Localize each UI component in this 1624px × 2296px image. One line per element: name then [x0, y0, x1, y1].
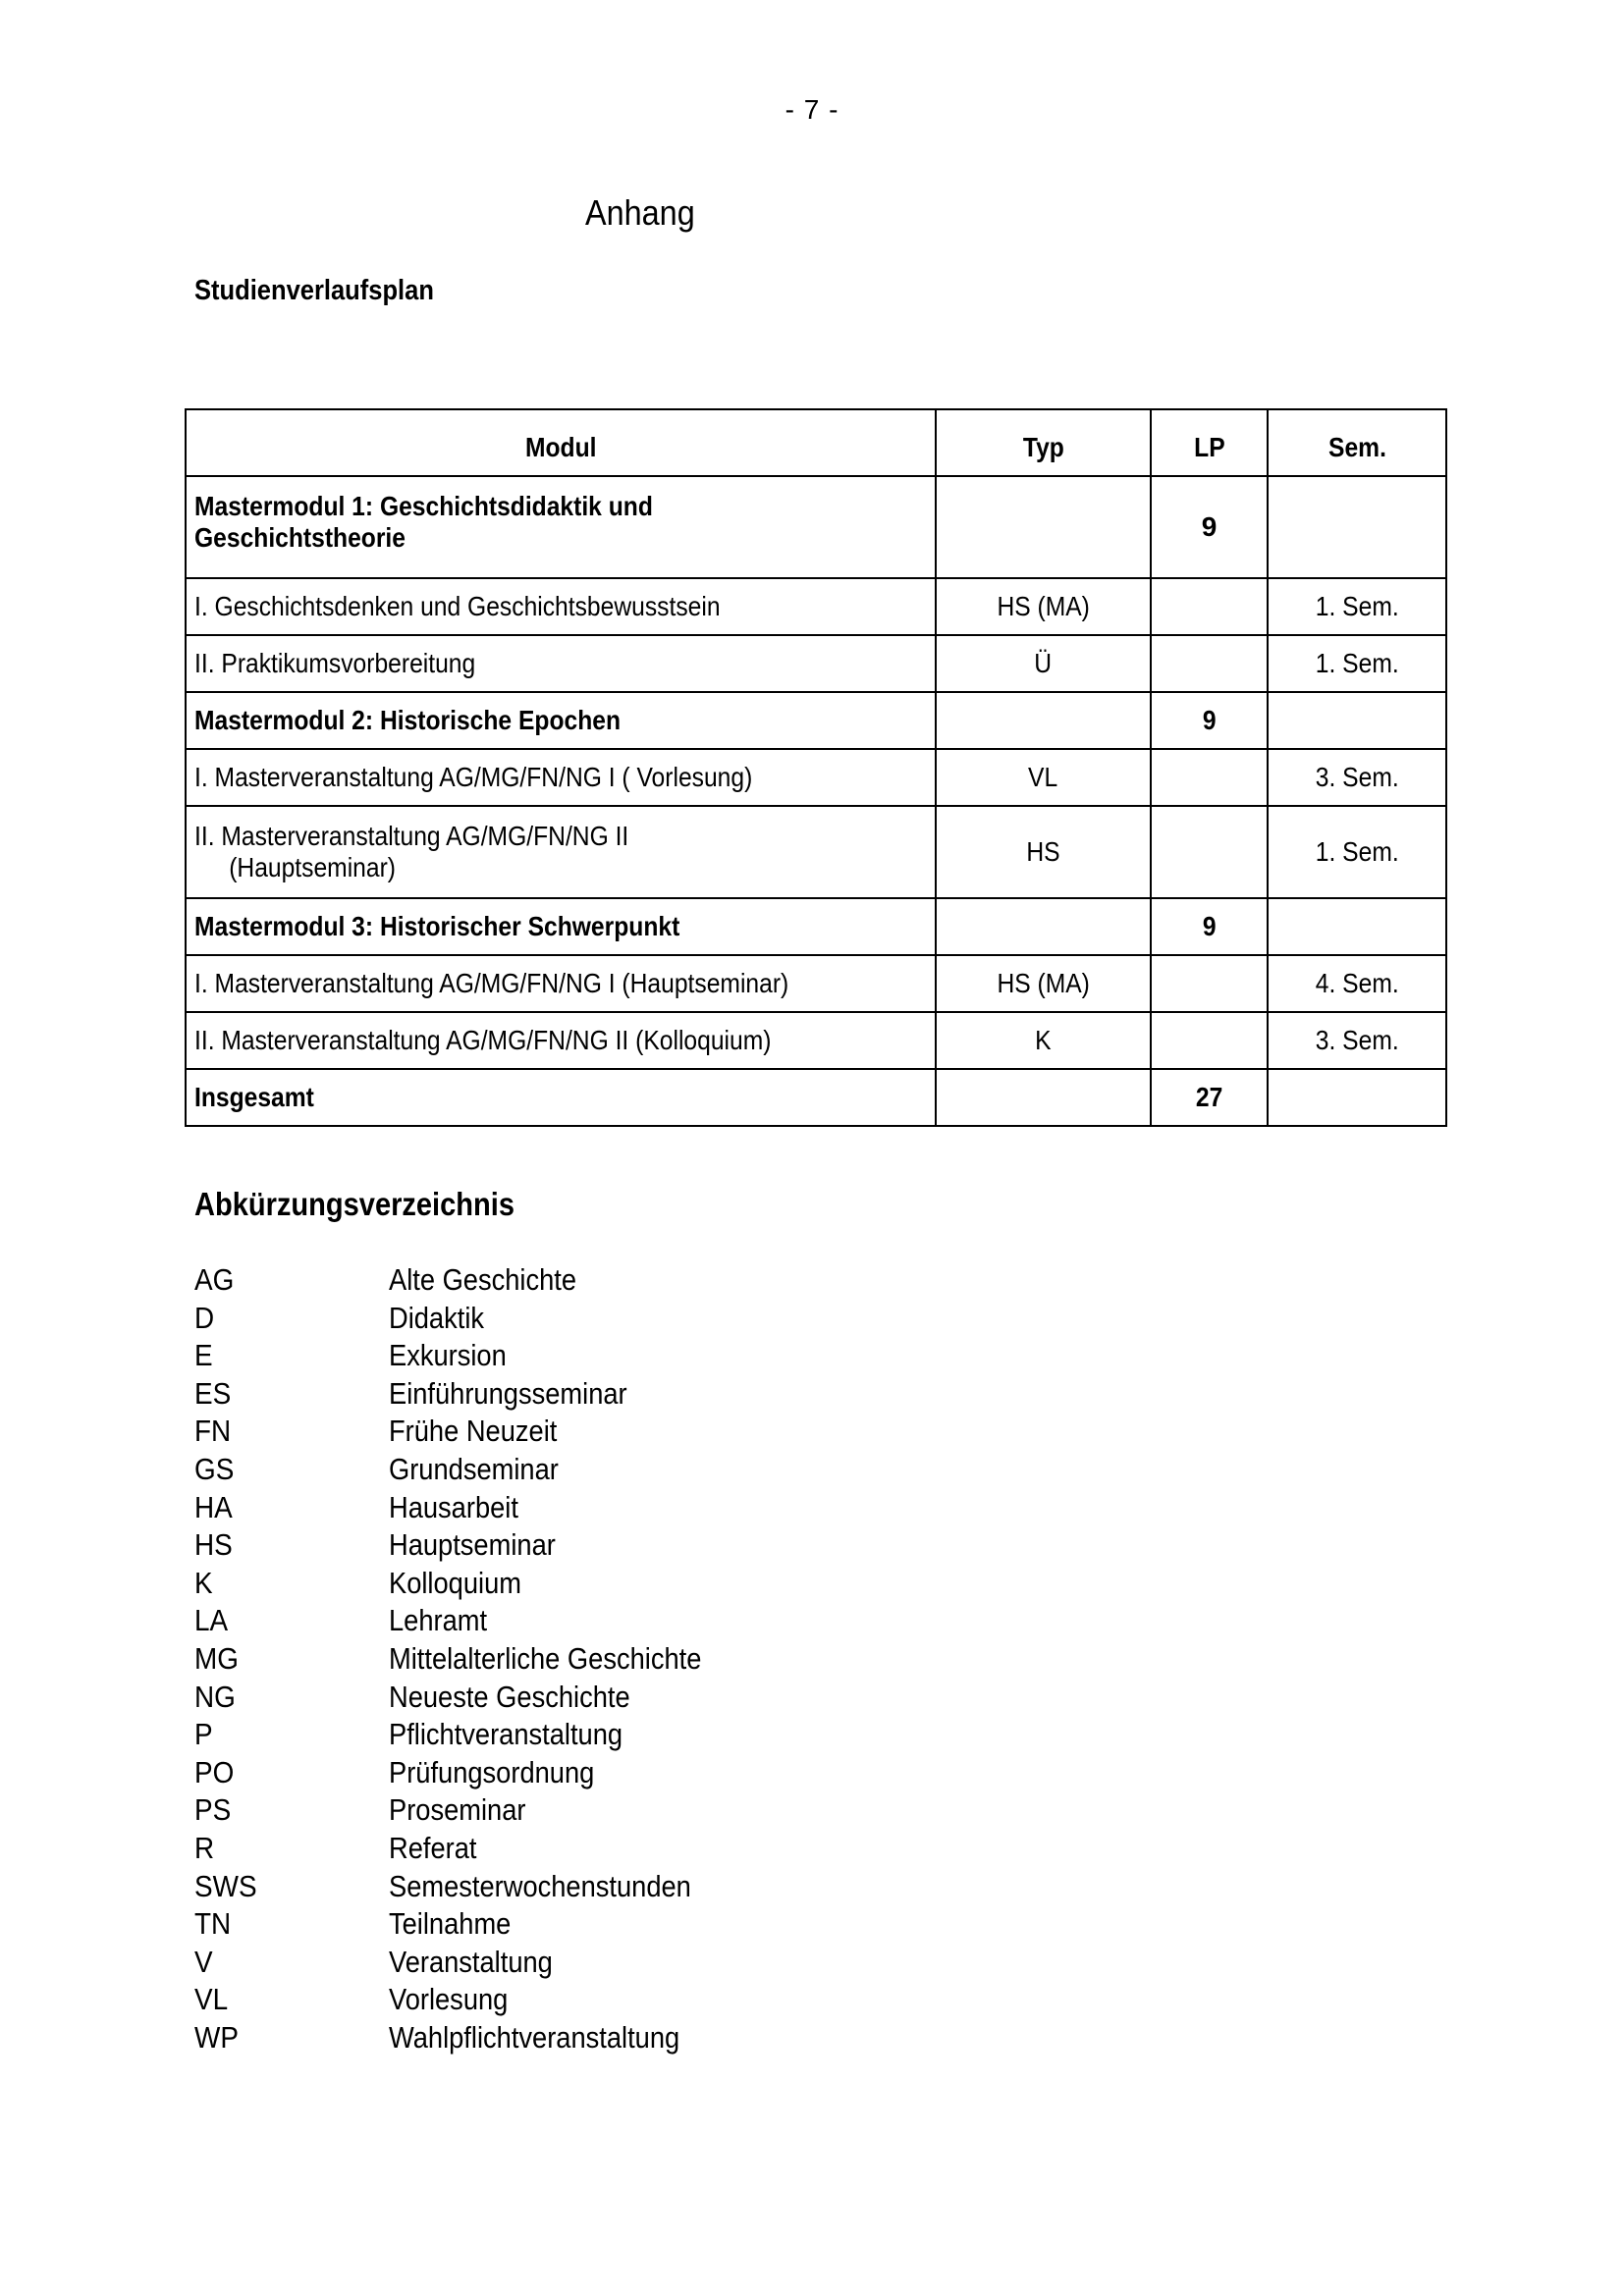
- abbreviation-code: AG: [194, 1262, 235, 1297]
- page-title: Anhang: [585, 192, 695, 233]
- abbreviation-code: ES: [194, 1375, 232, 1411]
- cell-lp: [1151, 955, 1268, 1012]
- abbreviation-meaning: Lehramt: [389, 1603, 488, 1638]
- table-row: [186, 806, 1446, 898]
- cell-lp: 9: [1151, 898, 1268, 955]
- cell-typ: Ü: [936, 635, 1151, 692]
- table-row: [186, 1012, 1446, 1069]
- abbreviation-meaning: Didaktik: [389, 1300, 485, 1335]
- abbreviation-meaning: Wahlpflichtveranstaltung: [389, 2019, 680, 2055]
- cell-modul: I. Masterveranstaltung AG/MG/FN/NG I ( Vorlesung): [186, 749, 936, 806]
- column-header-modul: Modul: [186, 409, 936, 476]
- abbreviation-code: LA: [194, 1603, 229, 1638]
- cell-sem: [1268, 476, 1446, 578]
- cell-modul: II. Masterveranstaltung AG/MG/FN/NG II (Kolloquium): [186, 1012, 936, 1069]
- abbreviation-meaning: Grundseminar: [389, 1451, 559, 1486]
- abbreviation-code: GS: [194, 1451, 235, 1486]
- abbreviation-code: R: [194, 1830, 215, 1865]
- table-header-row: [186, 409, 1446, 476]
- cell-sem: [1268, 1069, 1446, 1126]
- abbreviation-code: K: [194, 1565, 213, 1600]
- abbreviation-meaning: Veranstaltung: [389, 1944, 553, 1979]
- cell-lp: 27: [1151, 1069, 1268, 1126]
- cell-typ: [936, 476, 1151, 578]
- cell-sem: 3. Sem.: [1268, 1012, 1446, 1069]
- cell-modul: Mastermodul 2: Historische Epochen: [186, 692, 936, 749]
- abbreviation-meaning: Kolloquium: [389, 1565, 521, 1600]
- cell-typ: VL: [936, 749, 1151, 806]
- cell-typ: K: [936, 1012, 1151, 1069]
- abbreviation-code: E: [194, 1338, 213, 1373]
- abbreviation-code: NG: [194, 1679, 236, 1714]
- abbreviation-code: P: [194, 1717, 213, 1752]
- abbreviation-meaning: Prüfungsordnung: [389, 1754, 595, 1789]
- abbreviation-code: SWS: [194, 1868, 257, 1903]
- page-number: - 7 -: [785, 94, 839, 125]
- cell-lp: [1151, 635, 1268, 692]
- abbreviation-code: HA: [194, 1489, 233, 1524]
- table-row: [186, 955, 1446, 1012]
- abbreviation-code: WP: [194, 2019, 239, 2055]
- section-heading-abkuerzungsverzeichnis: Abkürzungsverzeichnis: [194, 1186, 514, 1222]
- abbreviation-meaning: Teilnahme: [389, 1906, 512, 1942]
- cell-sem: 1. Sem.: [1268, 635, 1446, 692]
- abbreviation-meaning: Vorlesung: [389, 1982, 509, 2017]
- cell-sem: 1. Sem.: [1268, 578, 1446, 635]
- table-row-total: [186, 1069, 1446, 1126]
- cell-modul: I. Masterveranstaltung AG/MG/FN/NG I (Hauptseminar): [186, 955, 936, 1012]
- cell-modul: II. Masterveranstaltung AG/MG/FN/NG II (Hauptseminar): [186, 806, 936, 898]
- cell-typ: HS (MA): [936, 955, 1151, 1012]
- cell-lp: 9: [1151, 476, 1268, 578]
- table-row-module: [186, 476, 1446, 578]
- cell-lp: [1151, 806, 1268, 898]
- abbreviation-meaning: Proseminar: [389, 1792, 526, 1828]
- column-header-lp: LP: [1151, 409, 1268, 476]
- cell-modul: Mastermodul 3: Historischer Schwerpunkt: [186, 898, 936, 955]
- abbreviation-meaning: Hauptseminar: [389, 1527, 556, 1563]
- column-header-sem: Sem.: [1268, 409, 1446, 476]
- cell-sem: 4. Sem.: [1268, 955, 1446, 1012]
- abbreviation-code: MG: [194, 1640, 239, 1676]
- abbreviation-meaning: Einführungsseminar: [389, 1375, 627, 1411]
- abbreviation-meaning: Exkursion: [389, 1338, 507, 1373]
- abbreviation-meaning: Mittelalterliche Geschichte: [389, 1640, 702, 1676]
- cell-typ: [936, 898, 1151, 955]
- cell-typ: HS (MA): [936, 578, 1151, 635]
- table-row-module: [186, 898, 1446, 955]
- table-row-module: [186, 692, 1446, 749]
- table-row: [186, 635, 1446, 692]
- cell-modul: Mastermodul 1: Geschichtsdidaktik und Geschichtstheorie: [186, 476, 936, 578]
- cell-typ: [936, 1069, 1151, 1126]
- cell-sem: 3. Sem.: [1268, 749, 1446, 806]
- abbreviation-meaning: Alte Geschichte: [389, 1262, 577, 1297]
- abbreviation-code: FN: [194, 1414, 232, 1449]
- cell-sem: 1. Sem.: [1268, 806, 1446, 898]
- abbreviation-code: PS: [194, 1792, 232, 1828]
- abbreviation-meaning: Semesterwochenstunden: [389, 1868, 691, 1903]
- abbreviation-meaning: Frühe Neuzeit: [389, 1414, 558, 1449]
- cell-sem: [1268, 692, 1446, 749]
- abbreviation-code: PO: [194, 1754, 235, 1789]
- column-header-typ: Typ: [936, 409, 1151, 476]
- abbreviation-code: VL: [194, 1982, 229, 2017]
- section-heading-studienverlaufsplan: Studienverlaufsplan: [194, 275, 434, 306]
- cell-typ: HS: [936, 806, 1151, 898]
- table-row: [186, 578, 1446, 635]
- cell-modul: Insgesamt: [186, 1069, 936, 1126]
- abbreviation-meaning: Hausarbeit: [389, 1489, 518, 1524]
- cell-sem: [1268, 898, 1446, 955]
- cell-modul: II. Praktikumsvorbereitung: [186, 635, 936, 692]
- abbreviation-meaning: Referat: [389, 1830, 477, 1865]
- studienverlaufsplan-table: [185, 408, 1447, 1127]
- cell-modul: I. Geschichtsdenken und Geschichtsbewusstsein: [186, 578, 936, 635]
- table-row: [186, 749, 1446, 806]
- abbreviation-code: HS: [194, 1527, 233, 1563]
- abbreviation-meaning: Neueste Geschichte: [389, 1679, 630, 1714]
- abbreviation-meaning: Pflichtveranstaltung: [389, 1717, 623, 1752]
- abbreviation-code: V: [194, 1944, 213, 1979]
- abbreviation-code: TN: [194, 1906, 232, 1942]
- cell-lp: [1151, 749, 1268, 806]
- abbreviation-code: D: [194, 1300, 215, 1335]
- cell-lp: [1151, 1012, 1268, 1069]
- cell-typ: [936, 692, 1151, 749]
- cell-lp: 9: [1151, 692, 1268, 749]
- cell-lp: [1151, 578, 1268, 635]
